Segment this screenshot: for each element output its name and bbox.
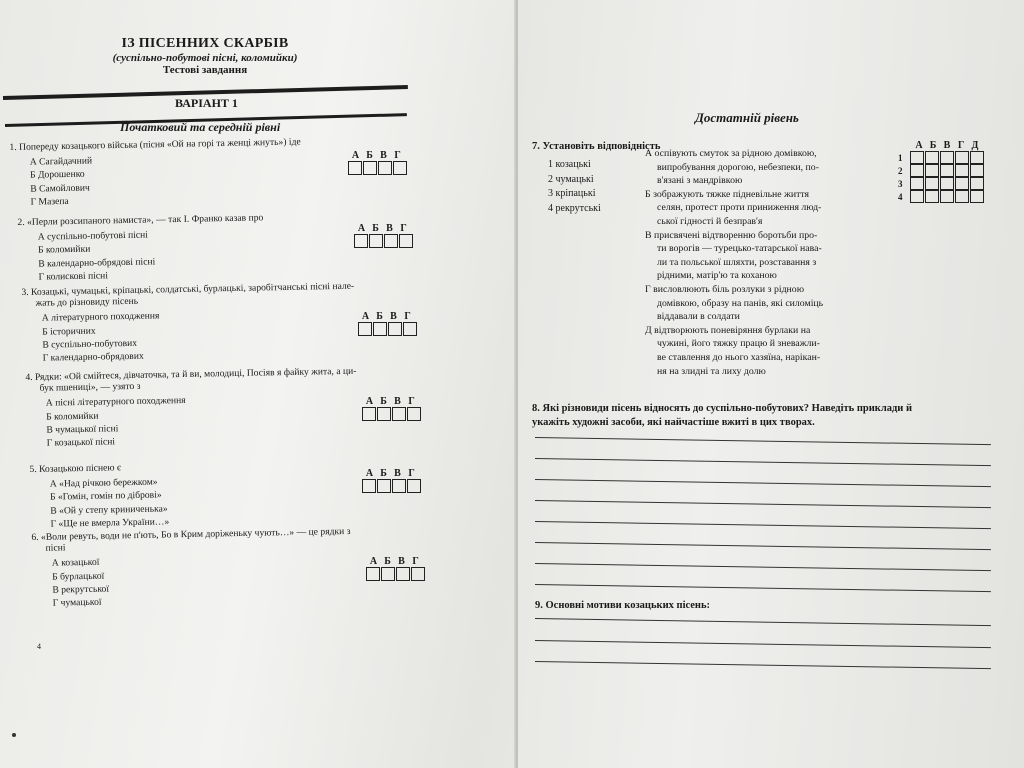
answer-box[interactable] [358,322,372,336]
grid-row-number: 2 [898,165,903,176]
grid-column-letter: Б [929,140,937,151]
answer-option: А пісні літературного походження [45,395,186,410]
answer-boxes [358,311,418,336]
answer-option: Б історичних [42,325,96,338]
question-7-stem: 7. Установіть відповідність [532,141,661,152]
q7-description-line: ської гідності й безправ'я [657,215,763,227]
answer-boxes [362,396,422,421]
answer-option: А суспільно-побутові пісні [37,229,149,243]
q7-description [645,324,890,378]
answer-box[interactable] [381,567,395,581]
answer-option: В рекрутської [52,583,110,596]
q7-description-line: рідними, матір'ю та коханою [657,270,777,282]
answer-letter: Б [366,150,373,161]
grid-row [898,177,985,190]
answer-option: А літературного походження [41,310,160,325]
question-stem: жать до різновиду пісень [35,296,139,309]
q7-description-line: А оспівують смуток за рідною домівкою, [645,148,817,159]
q7-description-line: віддавали в солдати [657,311,740,323]
grid-cell[interactable] [925,190,939,203]
answer-letter: Г [394,150,401,161]
question-9-stem: 9. Основні мотиви козацьких пісень: [535,600,711,611]
answer-option: Б Дорошенко [29,169,85,182]
page-number: 4 [37,642,41,651]
q7-description-line: випробування дорогою, небезпеки, по- [657,161,819,173]
q7-description-line: Г висловлюють біль розлуки з рідною [645,283,805,295]
grid-row [898,190,985,203]
q8-line: 8. Які різновиди пісень відносять до суспільно-побутових? Наведіть приклади й [532,403,913,414]
answer-boxes [354,223,414,248]
answer-option: Г «Ще не вмерла України…» [50,516,170,530]
answer-box[interactable] [377,407,391,421]
q7-description-line: Б зображують тяжке підневільне життя [645,188,810,200]
answer-box[interactable] [377,479,391,493]
answer-letter: В [380,150,387,161]
answer-boxes [366,556,426,581]
answer-letter: Г [408,396,415,407]
grid-cell[interactable] [970,151,984,164]
grid-column-letter: Г [957,140,965,151]
answer-boxes [362,468,422,493]
answer-option: Г козацької пісні [46,436,116,449]
answer-letter: В [394,468,401,479]
q7-terms [548,158,601,216]
grid-cell[interactable] [970,164,984,177]
answer-box[interactable] [393,161,407,175]
answer-letter: А [365,468,374,479]
q7-descriptions [645,147,890,378]
answer-option: А «Над річкою бережком» [49,476,158,490]
q7-answer-grid [898,140,985,203]
answer-letter: Б [372,223,379,234]
question-stem: 5. Козацькою піснею є [29,462,122,476]
answer-box[interactable] [373,322,387,336]
q7-description [645,283,890,324]
grid-cell[interactable] [955,151,969,164]
answer-letter: Г [400,223,407,234]
answer-letter: Г [412,556,419,567]
answer-box[interactable] [399,234,413,248]
grid-row [898,164,985,177]
answer-boxes [348,150,408,175]
grid-cell[interactable] [910,177,924,190]
answer-option: Г колискові пісні [38,270,109,283]
q7-description-line: ня на злидні та лиху долю [657,365,766,377]
grid-cell[interactable] [940,151,954,164]
answer-box[interactable] [363,161,377,175]
question-stem: бук пшениці», — узято з [39,381,141,394]
grid-cell[interactable] [940,190,954,203]
answer-option: Б коломийки [46,410,99,423]
answer-option: Б коломийки [37,244,91,257]
answer-letter: Б [376,311,383,322]
answer-box[interactable] [378,161,392,175]
answer-box[interactable] [384,234,398,248]
question-stem: 2. «Перли розсипаного намиста», — так І. Франко казав про [17,212,264,229]
q7-description-line: ли та польської шляхти, розставання з [657,256,817,268]
q7-description-line: Д відтворюють поневіряння бурлаки на [645,324,811,336]
answer-letter: Г [408,468,415,479]
grid-cell[interactable] [925,177,939,190]
q7-description [645,229,890,283]
grid-cell[interactable] [910,190,924,203]
answer-option: Г календарно-обрядових [42,350,144,364]
grid-row-number: 4 [898,191,903,202]
answer-letter: В [390,311,397,322]
grid-cell[interactable] [925,164,939,177]
question-stem: пісні [45,542,66,554]
answer-box[interactable] [403,322,417,336]
grid-cell[interactable] [940,164,954,177]
grid-cell[interactable] [955,164,969,177]
grid-cell[interactable] [970,190,984,203]
answer-letter: А [351,150,360,161]
answer-option: В календарно-обрядові пісні [38,256,156,270]
grid-column-letter: Д [971,140,979,151]
answer-letter: А [365,396,374,407]
main-title: ІЗ ПІСЕННИХ СКАРБІВ [121,36,289,51]
level-heading-basic: Початковий та середній рівні [120,120,281,134]
answer-option: В «Ой у степу криниченька» [50,503,168,517]
grid-cell[interactable] [940,177,954,190]
answer-option: Г чумацької [52,596,102,609]
q7-term: 2 чумацькі [548,173,594,185]
level-heading-sufficient: Достатній рівень [695,110,799,125]
grid-column-letter: А [915,140,923,151]
answer-option: А Сагайдачний [29,155,93,168]
q7-description-line: в'язані з мандрівкою [657,175,743,187]
answer-letter: В [386,223,393,234]
question-stem: 4. Рядки: «Ой смійтеся, дівчаточка, та й ви, молодиці, Посіяв я файку жита, а ци- [25,365,357,384]
title-block [110,36,300,76]
q7-description-line: ве ставлення до нього хазяїна, нарікан- [657,351,821,363]
answer-letter: В [394,396,401,407]
answer-box[interactable] [354,234,368,248]
grid-cell[interactable] [955,190,969,203]
q7-term: 4 рекрутські [548,202,601,214]
answer-option: В суспільно-побутових [42,337,138,351]
answer-box[interactable] [362,407,376,421]
question-stem: 6. «Воли ревуть, води не п'ють, Бо в Крим доріженьку чують…» — це рядки з [31,525,351,544]
answer-box[interactable] [392,479,406,493]
grid-cell[interactable] [970,177,984,190]
q7-description-line: В присвячені відтворенню боротьби про- [645,229,818,241]
question-stem: 3. Козацькі, чумацькі, кріпацькі, солдатські, бурлацькі, заробітчанські пісні нале- [21,280,355,299]
q8-line: укажіть художні засоби, які найчастіше вжиті в цих творах. [532,416,815,428]
grid-row [898,151,985,164]
answer-box[interactable] [369,234,383,248]
grid-cell[interactable] [955,177,969,190]
grid-column-letter: В [943,140,951,151]
answer-letter: А [361,311,370,322]
answer-letter: Б [380,468,387,479]
q7-description-line: селян, протест проти приниження люд- [657,202,822,214]
answer-option: Б бурлацької [52,570,105,583]
question-8-stem [532,402,1000,429]
answer-option: В Самойлович [30,182,90,195]
answer-box[interactable] [392,407,406,421]
grid-cell[interactable] [910,164,924,177]
paper-mark [12,733,16,737]
grid-cell[interactable] [910,151,924,164]
q7-description-line: домівкою, образу на панів, які силоміць [657,297,824,309]
answer-box[interactable] [362,479,376,493]
question-stem: 1. Попереду козацького війська (пісня «Ой на горі та женці жнуть») іде [9,136,301,154]
grid-row-number: 1 [898,152,903,163]
q7-term: 3 кріпацькі [548,188,596,199]
variant-label: ВАРІАНТ 1 [175,96,238,110]
answer-option: Б «Гомін, гомін по діброві» [49,489,162,504]
subtitle: (суспільно-побутові пісні, коломийки) [112,52,298,64]
answer-box[interactable] [411,567,425,581]
q7-description-line: чужині, його тяжку працю й зневажли- [657,338,820,350]
q7-description-line: ти ворогів — турецько-татарської нава- [657,243,822,255]
answer-letter: Г [404,311,411,322]
answer-option: В чумацької пісні [46,423,119,436]
q7-description [645,188,890,229]
grid-row-number: 3 [898,178,903,189]
answer-letter: Б [384,556,391,567]
answer-letter: Б [380,396,387,407]
q7-term: 1 козацькі [548,159,591,170]
answer-box[interactable] [388,322,402,336]
answer-box[interactable] [407,407,421,421]
answer-letter: А [369,556,378,567]
q7-description [645,147,890,188]
grid-cell[interactable] [925,151,939,164]
answer-box[interactable] [366,567,380,581]
answer-option: Г Мазепа [30,195,69,208]
answer-box[interactable] [407,479,421,493]
answer-option: А козацької [51,557,100,570]
answer-letter: В [398,556,405,567]
test-label: Тестові завдання [162,64,248,76]
answer-box[interactable] [348,161,362,175]
answer-box[interactable] [396,567,410,581]
answer-letter: А [357,223,366,234]
